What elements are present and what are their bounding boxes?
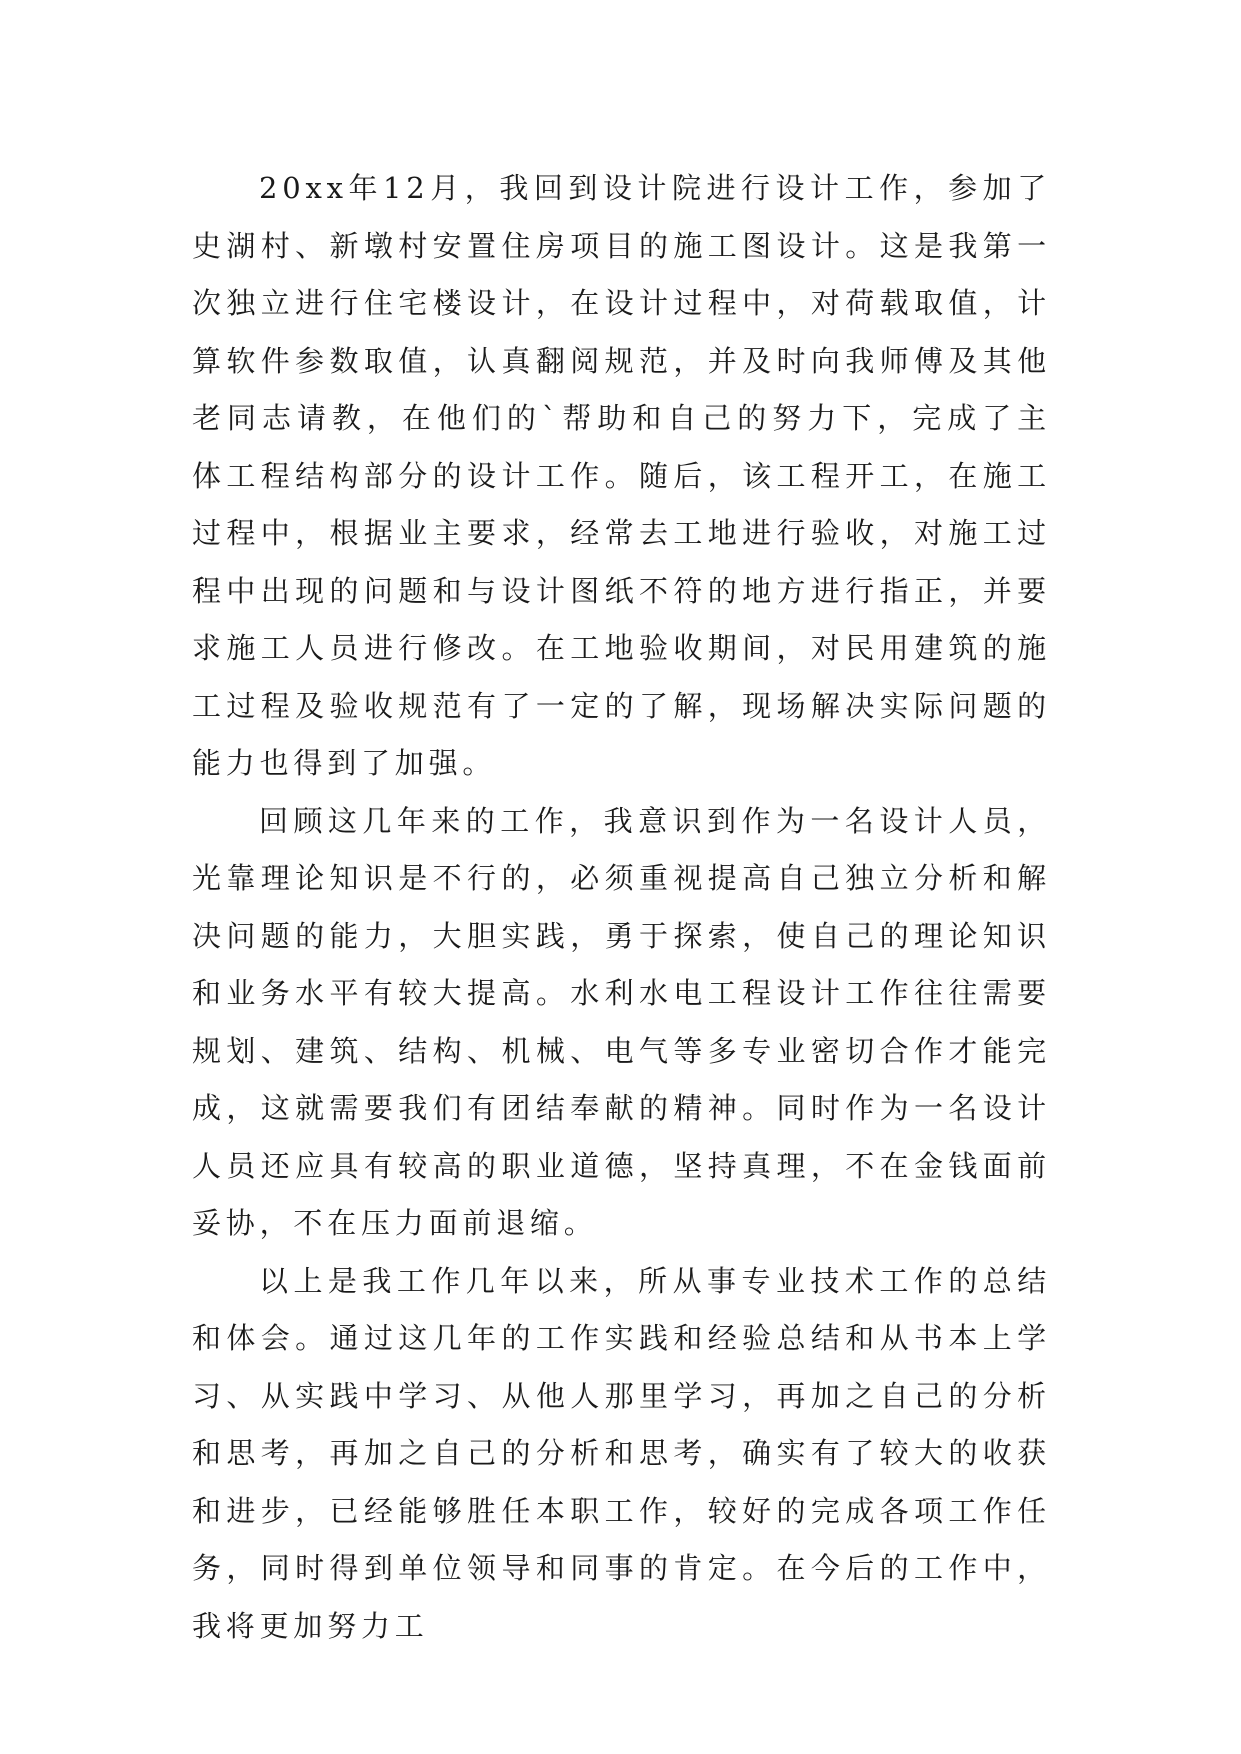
paragraph-summary: 以上是我工作几年以来，所从事专业技术工作的总结和体会。通过这几年的工作实践和经验总结和从书本上学习、从实践中学习、从他人那里学习，再加之自己的分析和思考，再加之自己的分析和思考，确实有了较大的收获和进步，已经能够胜任本职工作，较好的完成各项工作任务，同时得到单位领导和同事的肯定。在今后的工作中，我将更加努力工 xyxy=(192,1263,1051,1643)
paragraph-design-work: 20xx年12月，我回到设计院进行设计工作，参加了史湖村、新墩村安置住房项目的施工图设计。这是我第一次独立进行住宅楼设计，在设计过程中，对荷载取值，计算软件参数取值，认真翻阅规范，并及时向我师傅及其他老同志请教，在他们的`帮助和自己的努力下，完成了主体工程结构部分的设计工作。随后，该工程开工，在施工过程中，根据业主要求，经常去工地进行验收，对施工过程中出现的问题和与设计图纸不符的地方进行指正，并要求施工人员进行修改。在工地验收期间，对民用建筑的施工过程及验收规范有了一定的了解，现场解决实际问题的能力也得到了加强。 xyxy=(192,171,1051,780)
paragraph-review: 回顾这几年来的工作，我意识到作为一名设计人员，光靠理论知识是不行的，必须重视提高自己独立分析和解决问题的能力，大胆实践，勇于探索，使自己的理论知识和业务水平有较大提高。水利水电工程设计工作往往需要规划、建筑、结构、机械、电气等多专业密切合作才能完成，这就需要我们有团结奉献的精神。同时作为一名设计人员还应具有较高的职业道德，坚持真理，不在金钱面前妥协，不在压力面前退缩。 xyxy=(192,803,1051,1240)
